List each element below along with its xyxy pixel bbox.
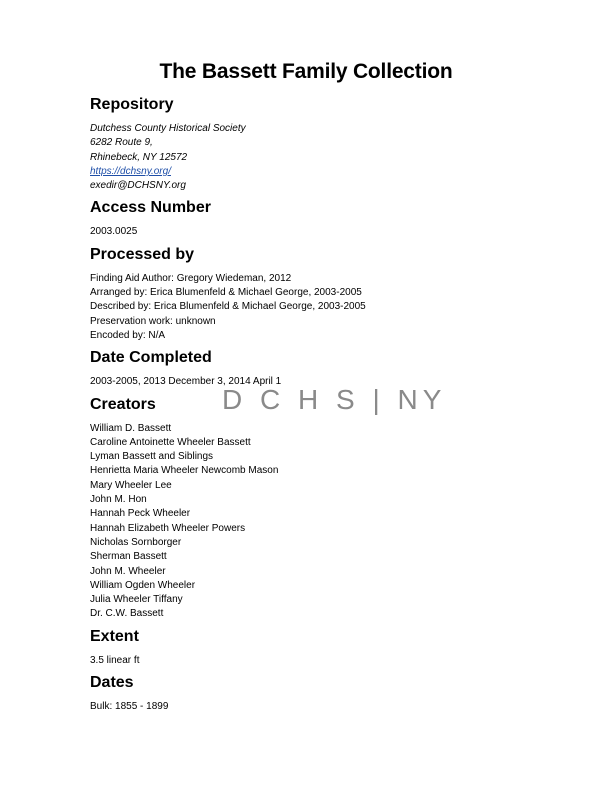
- document-title: The Bassett Family Collection: [159, 60, 453, 83]
- processed-line: Arranged by: Erica Blumenfeld & Michael George, 2003-2005: [90, 287, 362, 299]
- creator-item: Caroline Antoinette Wheeler Bassett: [90, 436, 251, 448]
- creator-item: Lyman Bassett and Siblings: [90, 451, 214, 463]
- access-number-section: [90, 197, 560, 239]
- repository-name: Dutchess County Historical Society: [90, 123, 246, 134]
- creator-item: Sherman Bassett: [90, 551, 167, 563]
- processed-line: Finding Aid Author: Gregory Wiedeman, 2012: [90, 272, 292, 284]
- creators-heading: Creators: [90, 395, 156, 413]
- creator-item: Hannah Elizabeth Wheeler Powers: [90, 522, 246, 534]
- dates-value: Bulk: 1855 - 1899: [90, 701, 169, 713]
- extent-heading: Extent: [90, 627, 139, 645]
- creator-item: Hannah Peck Wheeler: [90, 508, 191, 520]
- dchs-watermark: D C H S | NY: [222, 384, 447, 415]
- repository-address-line2: Rhinebeck, NY 12572: [90, 151, 188, 163]
- creator-item: John M. Hon: [90, 494, 147, 506]
- dates-heading: Dates: [90, 674, 134, 692]
- creators-section: [90, 394, 560, 622]
- extent-section: [90, 626, 560, 668]
- repository-email: exedir@DCHSNY.org: [90, 180, 186, 192]
- processed-line: Preservation work: unknown: [90, 315, 216, 327]
- processed-by-section: [90, 244, 560, 343]
- repository-website-link[interactable]: https://dchsny.org/: [90, 165, 171, 177]
- creator-item: John M. Wheeler: [90, 565, 166, 577]
- creator-item: Dr. C.W. Bassett: [90, 608, 164, 620]
- dates-section: [90, 672, 560, 714]
- access-number-value: 2003.0025: [90, 226, 138, 238]
- repository-section: [90, 94, 560, 193]
- creator-item: William Ogden Wheeler: [90, 579, 196, 591]
- creator-item: William D. Bassett: [90, 422, 172, 434]
- extent-value: 3.5 linear ft: [90, 654, 140, 666]
- access-number-heading: Access Number: [90, 199, 211, 217]
- creator-item: Henrietta Maria Wheeler Newcomb Mason: [90, 465, 279, 477]
- processed-by-heading: Processed by: [90, 245, 195, 263]
- repository-heading: Repository: [90, 96, 174, 113]
- date-completed-heading: Date Completed: [90, 349, 212, 367]
- date-completed-value: 2003-2005, 2013 December 3, 2014 April 1: [90, 376, 282, 388]
- creator-item: Nicholas Sornborger: [90, 536, 182, 548]
- processed-line: Described by: Erica Blumenfeld & Michael George, 2003-2005: [90, 301, 366, 313]
- creator-item: Julia Wheeler Tiffany: [90, 594, 183, 606]
- creator-item: Mary Wheeler Lee: [90, 479, 172, 491]
- processed-line: Encoded by: N/A: [90, 329, 166, 341]
- repository-address-line1: 6282 Route 9,: [90, 137, 153, 149]
